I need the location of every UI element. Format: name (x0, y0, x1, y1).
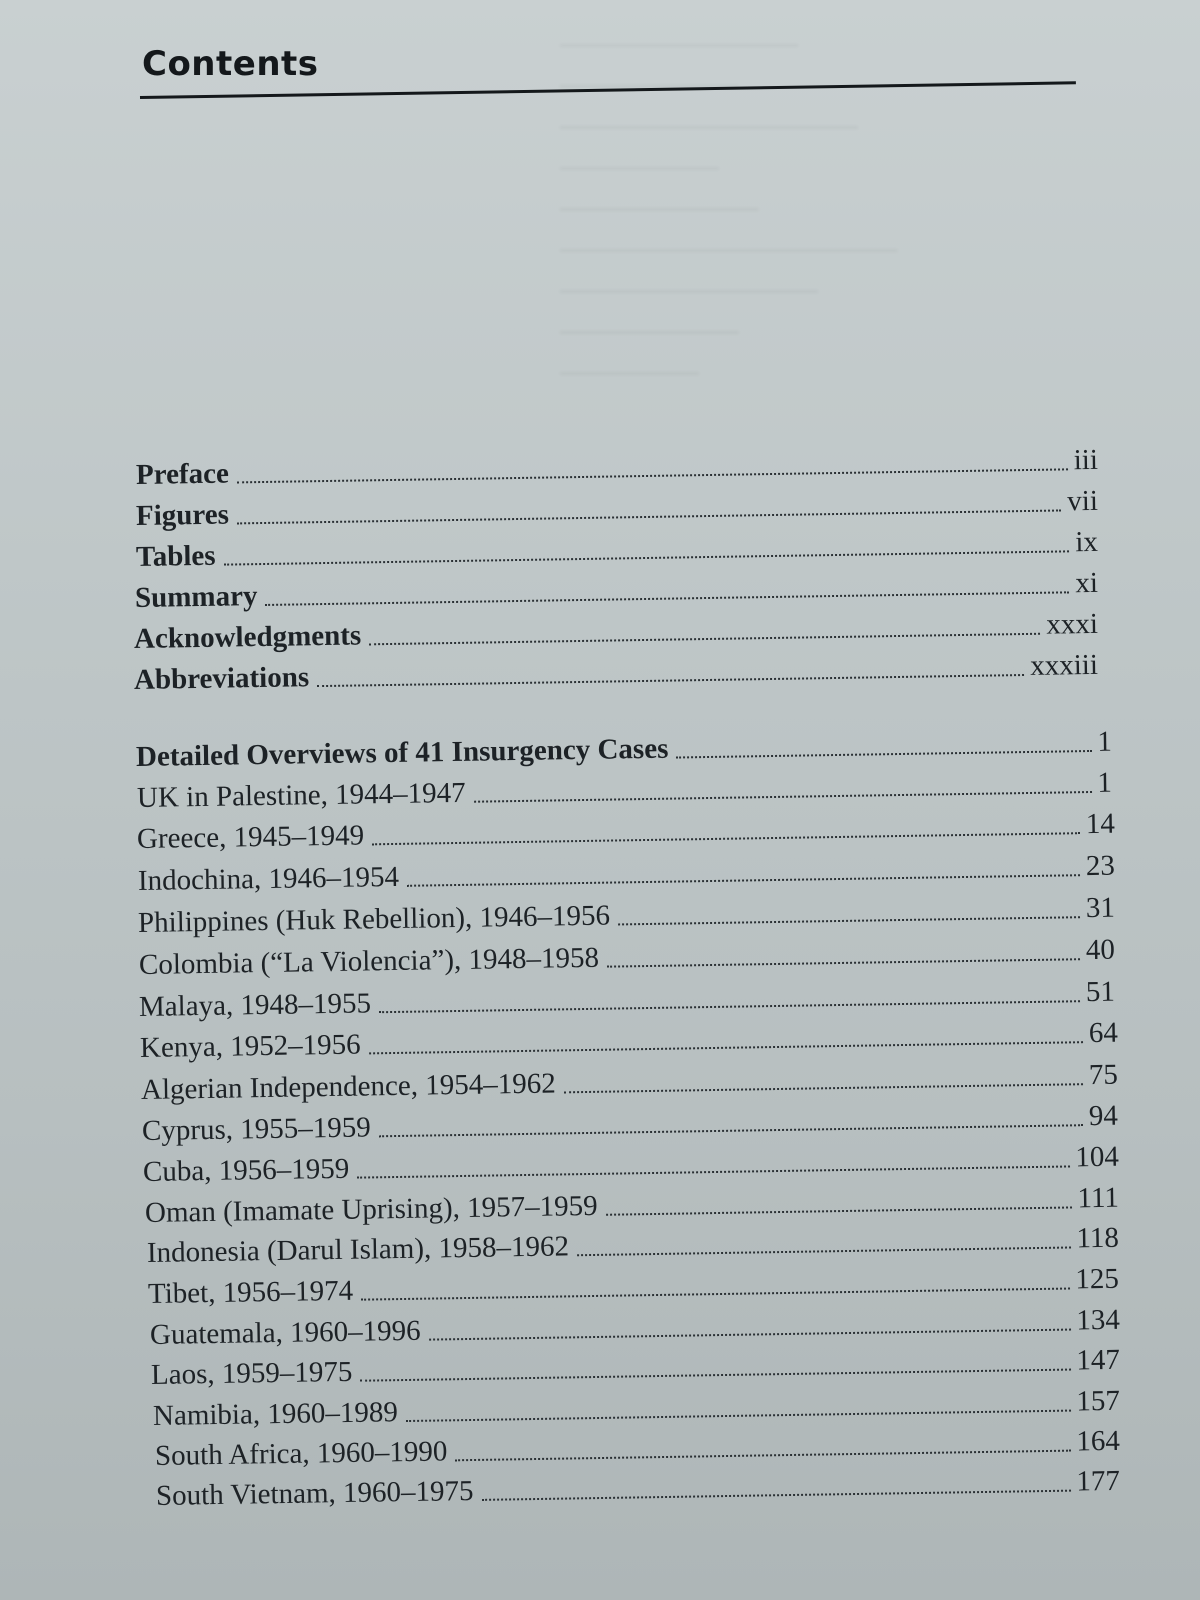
toc-entry-title: UK in Palestine, 1944–1947 (136, 776, 466, 814)
dot-leader (606, 1206, 1072, 1215)
toc-entry-case[interactable] (156, 1464, 1120, 1513)
dot-leader (618, 916, 1080, 925)
dot-leader (369, 633, 1040, 646)
toc-entry-title: Oman (Imamate Uprising), 1957–1959 (144, 1189, 598, 1229)
dot-leader (429, 1329, 1071, 1341)
toc-entry-title: Greece, 1945–1949 (136, 819, 365, 855)
toc-entry-page: xxxiii (1029, 648, 1099, 682)
toc-entry-page: iii (1073, 443, 1099, 477)
toc-entry-title: Kenya, 1952–1956 (139, 1028, 361, 1064)
toc-entry-title: Indochina, 1946–1954 (137, 860, 400, 897)
dot-leader (379, 1124, 1083, 1137)
dot-leader (237, 468, 1068, 483)
toc-entry-case[interactable] (151, 1343, 1120, 1392)
toc-entry-title: Colombia (“La Violencia”), 1948–1958 (138, 941, 600, 981)
dot-leader (577, 1246, 1071, 1256)
toc-entry-figures[interactable] (136, 484, 1098, 533)
toc-entry-title: Guatemala, 1960–1996 (149, 1314, 421, 1351)
dot-leader (361, 1288, 1069, 1301)
toc-entry-page: 118 (1076, 1221, 1120, 1255)
dot-leader (369, 1041, 1083, 1054)
toc-entry-page: 164 (1076, 1424, 1121, 1458)
toc-entry-title: South Vietnam, 1960–1975 (155, 1475, 474, 1512)
toc-entry-page: 134 (1076, 1303, 1121, 1337)
toc-entry-page: 125 (1075, 1262, 1120, 1296)
toc-entry-page: 75 (1088, 1058, 1119, 1092)
toc-entry-title: Algerian Independence, 1954–1962 (140, 1067, 556, 1106)
dot-leader (407, 874, 1080, 887)
toc-entry-page: 1 (1097, 725, 1113, 758)
toc-entry-page: 157 (1076, 1384, 1121, 1418)
toc-entry-title: Indonesia (Darul Islam), 1958–1962 (146, 1230, 570, 1269)
toc-entry-page: 40 (1085, 933, 1116, 967)
toc-entry-title: Abbreviations (133, 661, 310, 696)
toc-entry-page: 1 (1097, 766, 1113, 799)
dot-leader (406, 1410, 1071, 1422)
toc-entry-title: Cuba, 1956–1959 (142, 1152, 350, 1188)
toc-entry-page: 94 (1088, 1099, 1119, 1133)
toc-entry-title: Cyprus, 1955–1959 (141, 1111, 372, 1147)
dot-leader (266, 591, 1070, 606)
toc-entry-summary[interactable] (135, 566, 1098, 615)
toc-entry-acknowledgments[interactable] (134, 607, 1098, 656)
toc-entry-page: 23 (1085, 849, 1116, 883)
toc-entry-page: ix (1075, 525, 1099, 559)
dot-leader (676, 750, 1091, 759)
toc-entry-case[interactable] (141, 1058, 1118, 1107)
toc-entry-page: vii (1067, 484, 1099, 518)
toc-entry-case[interactable] (139, 933, 1115, 982)
dot-leader (357, 1165, 1069, 1178)
toc-entry-page: xi (1075, 566, 1099, 600)
toc-entry-abbreviations[interactable] (134, 648, 1098, 697)
toc-entry-case[interactable] (137, 766, 1112, 815)
dot-leader (360, 1369, 1070, 1382)
toc-entry-title: Tibet, 1956–1974 (147, 1274, 354, 1310)
toc-entry-case[interactable] (139, 975, 1115, 1024)
dot-leader (607, 958, 1080, 967)
toc-entry-page: 177 (1076, 1464, 1121, 1498)
toc-entry-title: Namibia, 1960–1989 (152, 1396, 399, 1432)
toc-section-detailed-overviews[interactable] (136, 725, 1112, 774)
toc-entry-page: 104 (1075, 1140, 1120, 1174)
toc-entry-case[interactable] (143, 1140, 1119, 1189)
toc-entry-page: 64 (1088, 1016, 1119, 1050)
dot-leader (482, 1490, 1071, 1501)
toc-entry-case[interactable] (138, 849, 1115, 898)
toc-entry-title: South Africa, 1960–1990 (154, 1435, 448, 1472)
dot-leader (564, 1083, 1083, 1093)
page-title: Contents (142, 44, 319, 84)
dot-leader (224, 550, 1070, 565)
toc-entry-case[interactable] (147, 1221, 1119, 1270)
dot-leader (372, 832, 1080, 845)
toc-entry-case[interactable] (137, 807, 1115, 856)
dot-leader (474, 791, 1092, 803)
toc-entry-title: Tables (135, 539, 216, 573)
toc-entry-page: 31 (1085, 891, 1116, 925)
toc-entry-case[interactable] (138, 891, 1115, 940)
dot-leader (317, 674, 1024, 687)
dot-leader (379, 1000, 1080, 1013)
toc-entry-title: Summary (134, 580, 258, 614)
toc-entry-page: xxxi (1046, 607, 1099, 641)
toc-entry-page: 147 (1076, 1343, 1121, 1377)
toc-entry-page: 111 (1077, 1181, 1120, 1215)
toc-entry-title: Laos, 1959–1975 (150, 1355, 353, 1391)
dot-leader (455, 1450, 1070, 1462)
dot-leader (237, 509, 1061, 524)
toc-entry-title: Figures (135, 498, 230, 532)
toc-entry-page: 51 (1085, 975, 1116, 1009)
toc-entry-page: 14 (1085, 807, 1116, 841)
toc-entry-tables[interactable] (136, 525, 1098, 574)
toc-entry-title: Philippines (Huk Rebellion), 1946–1956 (137, 899, 611, 939)
toc-entry-title: Malaya, 1948–1955 (138, 987, 372, 1023)
toc-entry-case[interactable] (148, 1262, 1119, 1311)
toc-entry-title: Detailed Overviews of 41 Insurgency Cases (135, 732, 669, 773)
toc-entry-title: Preface (135, 457, 230, 491)
toc-entry-title: Acknowledgments (133, 619, 362, 655)
toc-entry-case[interactable] (140, 1016, 1118, 1065)
show-through-text: ──────────── ───────── ─────────────── ──────── ────────── ───────────────── ───────────── ───────── ─────── (560, 30, 898, 389)
toc-entry-case[interactable] (142, 1099, 1118, 1148)
toc-entry-preface[interactable] (136, 443, 1098, 492)
